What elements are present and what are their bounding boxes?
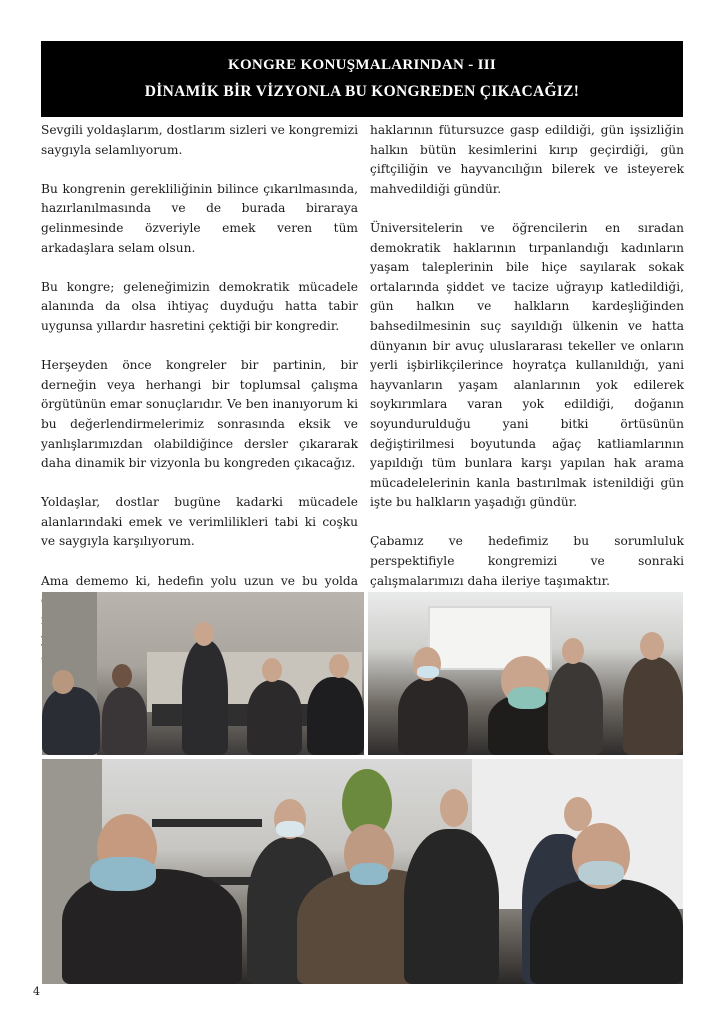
article-header bbox=[41, 41, 683, 117]
paragraph: Bu kongre; geleneğimizin demokratik mücadele alanında da olsa ihtiyaç duyduğu hatta tabir uygunsa yıllardır hasretini çektiği bir kongredir. bbox=[41, 279, 358, 333]
paragraph: Ama dememo ki, hedefin yolu uzun ve bu yolda bbox=[41, 573, 358, 588]
meeting-photo-bottom bbox=[42, 759, 683, 984]
meeting-photo-left bbox=[42, 592, 364, 755]
left-text-column bbox=[41, 121, 358, 670]
right-text-column bbox=[370, 121, 684, 670]
paragraph: Üniversitelerin ve öğrencilerin en sıradan demokratik haklarının tırpanlandığı kadınların yaşam taleplerinin bile hiçe sayılarak sokak ortalarında şiddet ve tacize uğrayıp katledildiği, gün halkın ve halkların kardeşliğinden bahsedilmesinin suç sayıldığı ülkenin ve hatta dünyanın bir avuç uluslararası tekeller ve onların yerli işbirlikçilerince hoyratça kullanıldığı, yani hayvanların yaşam alanlarının yok edilerek soykırımlara varan yok edildiği, doğanın soyundurulduğu yani bitki örtüsünün değiştirilmesi boyutunda ağaç katliamlarının yapıldığı tüm bunlara karşı yapılan hak arama mücadelelerinin kanla bastırılmak istenildiği gün işte bu halkların yaşadığı gündür. bbox=[370, 220, 684, 510]
paragraph: Çabamız ve hedefimiz bu sorumluluk perspektifiyle kongremizi ve sonraki çalışmalarımızı daha ileriye taşımaktır. bbox=[370, 534, 684, 588]
paragraph: Sevgili yoldaşlarım, dostlarım sizleri ve kongremizi saygıyla selamlıyorum. bbox=[41, 123, 358, 157]
header-title-line2: DİNAMİK BİR VİZYONLA BU KONGREDEN ÇIKACAĞIZ! bbox=[144, 83, 580, 100]
page-number: 4 bbox=[33, 985, 40, 998]
paragraph: Bu kongrenin gerekliliğinin bilince çıkarılmasında, hazırlanılmasında ve de burada biraraya gelinmesinde özveriyle emek veren tüm arkadaşlara selam olsun. bbox=[41, 181, 358, 255]
header-title-line1: KONGRE KONUŞMALARINDAN - III bbox=[228, 57, 496, 73]
paragraph: Yoldaşlar, dostlar bugüne kadarki mücadele alanlarındaki emek ve verimlilikleri tabi ki coşku ve saygıyla karşılıyorum. bbox=[41, 495, 358, 549]
meeting-photo-right bbox=[368, 592, 683, 755]
paragraph: Herşeyden önce kongreler bir partinin, bir derneğin veya herhangi bir toplumsal çalışma örgütünün emar sonuçlarıdır. Ve ben inanıyorum ki bu değerlendirmelerimiz sonrasında eksik ve yanlışlarımızdan olabildiğince dersler çıkararak daha dinamik bir vizyonla bu kongreden çıkacağız. bbox=[41, 358, 358, 471]
photo-collage bbox=[42, 592, 683, 984]
paragraph: haklarının fütursuzce gasp edildiği, gün işsizliğin halkın bütün kesimlerini kırıp geçirdiği, gün çiftçiliğin ve hayvancılığın bilerek ve isteyerek mahvedildiği gündür. bbox=[370, 123, 684, 196]
